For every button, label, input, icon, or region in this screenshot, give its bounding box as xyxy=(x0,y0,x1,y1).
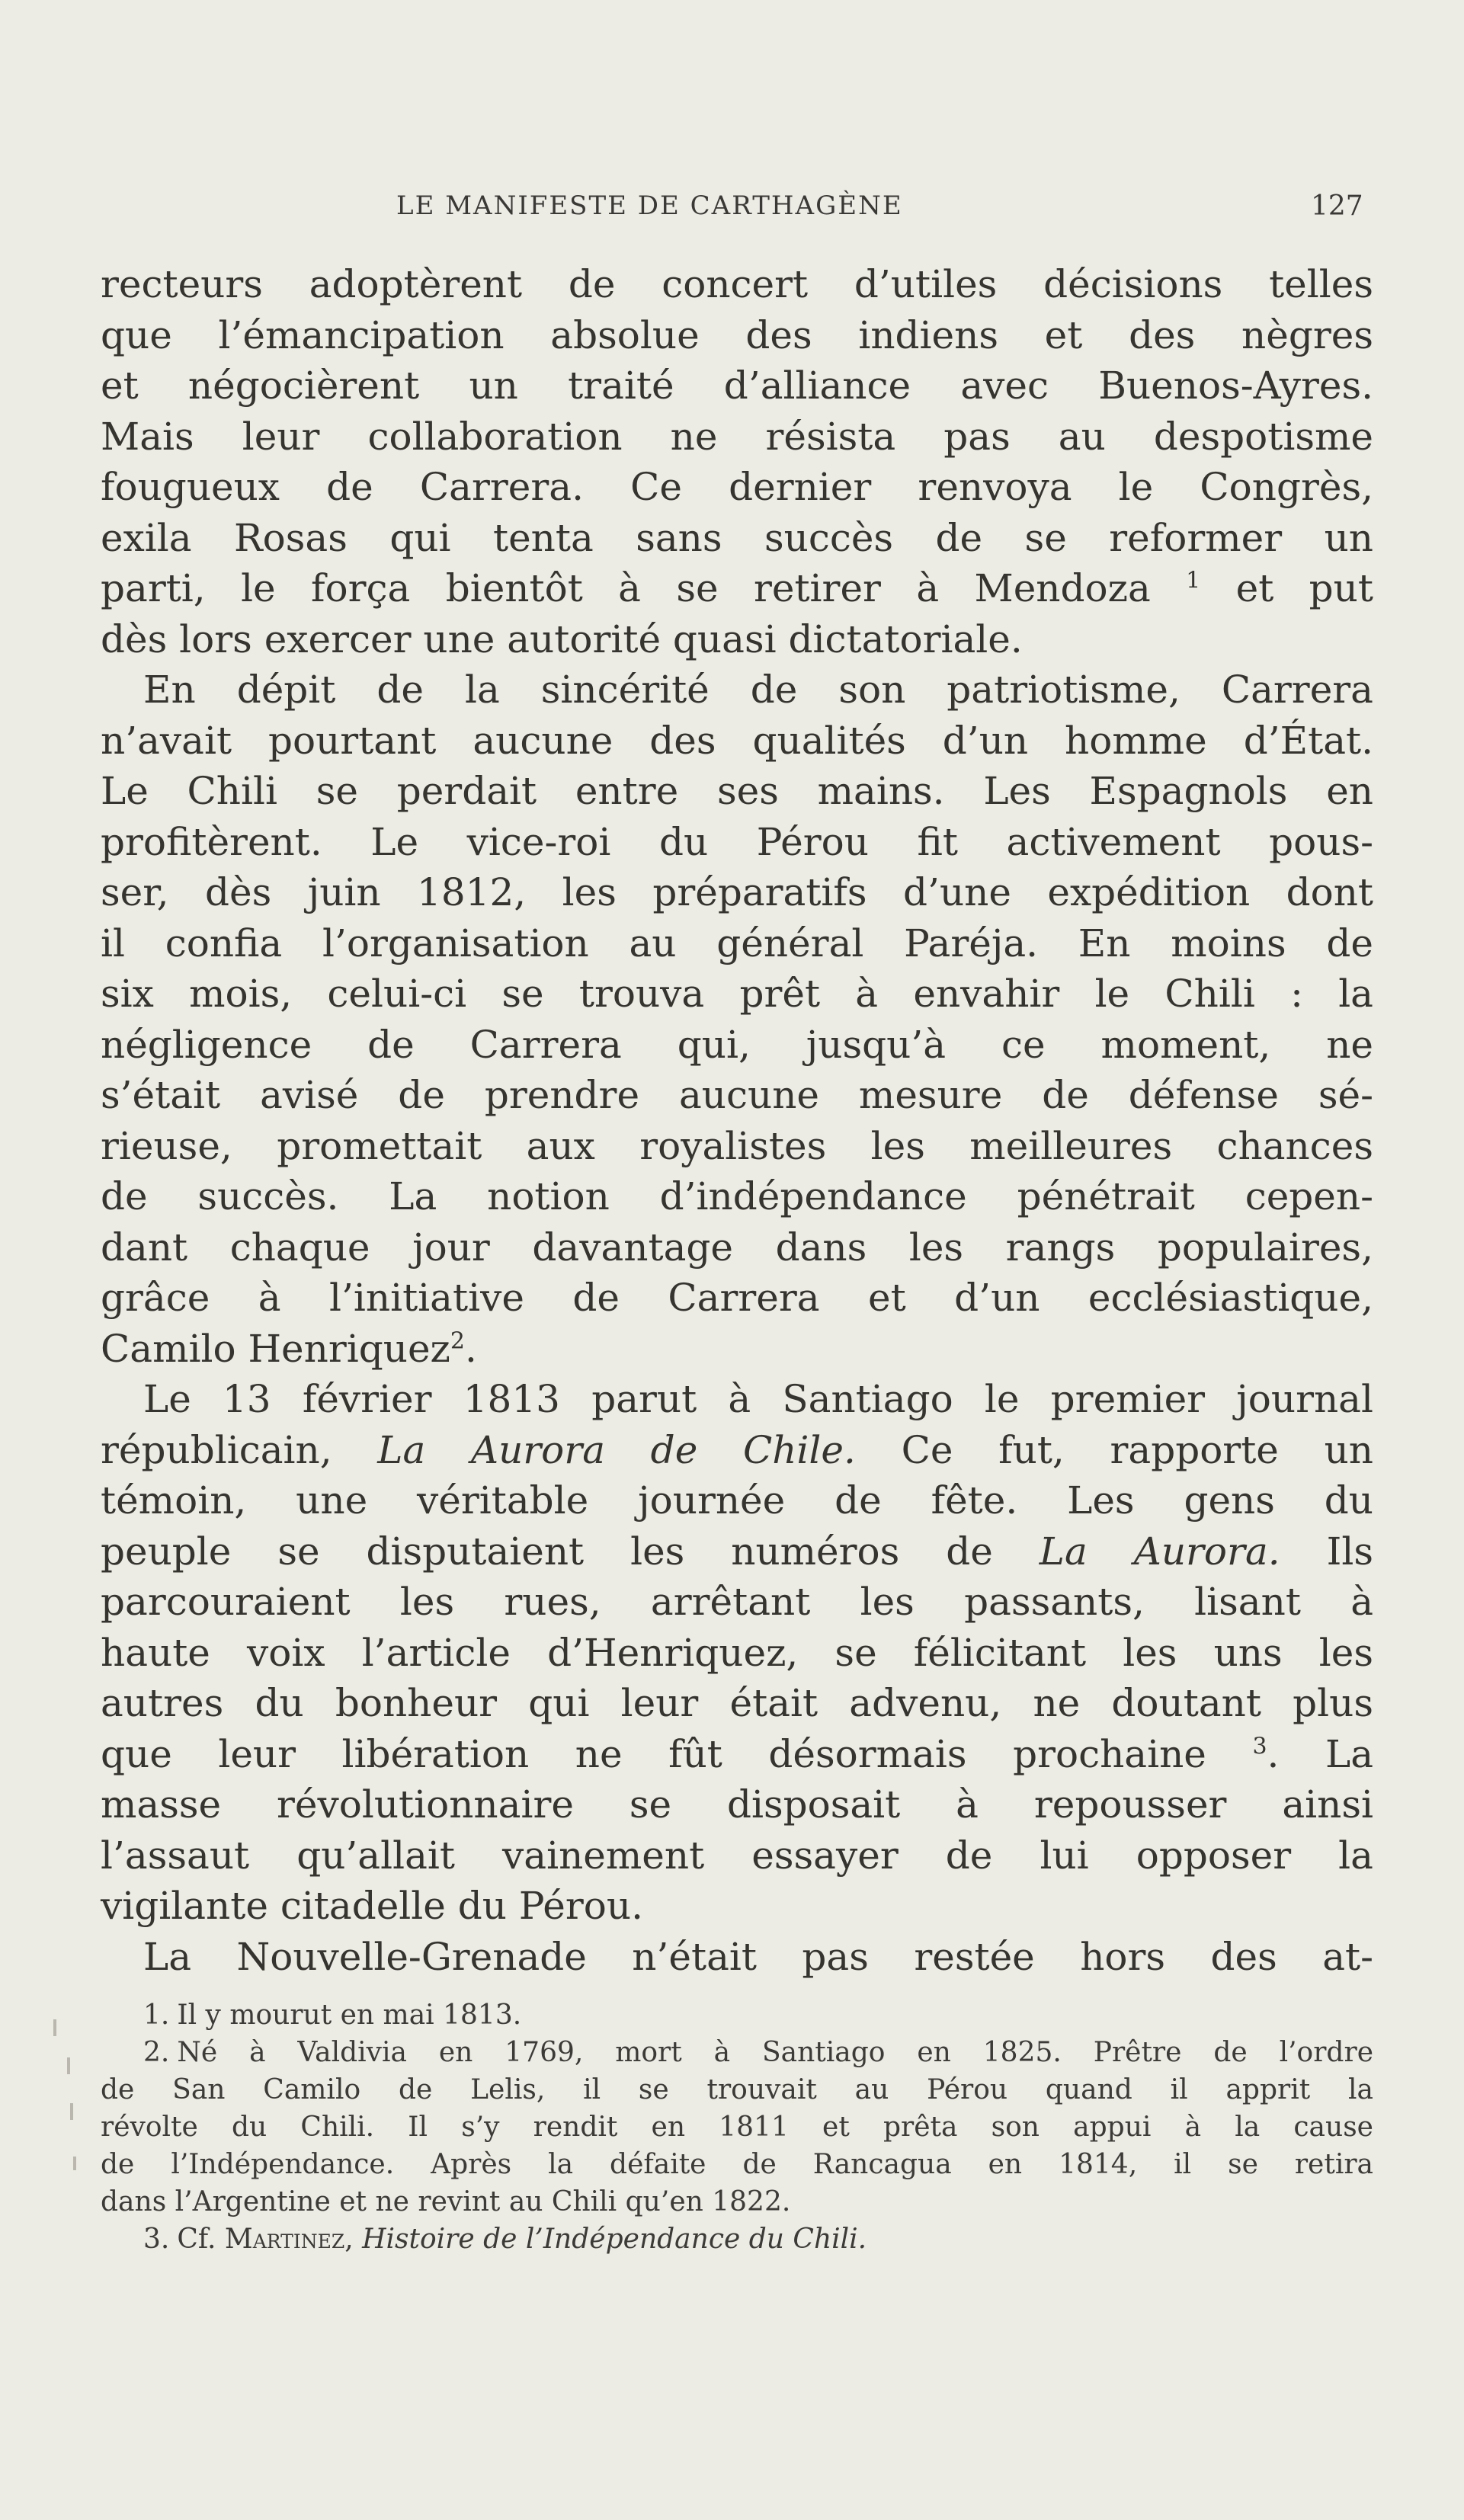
paragraph-start: La Nouvelle-Grenade n’était pas restée hors des at- xyxy=(143,1934,1373,1979)
text-line: l’assaut qu’allait vainement essayer de lui opposer la xyxy=(101,1833,1373,1878)
footnote-continuation: de San Camilo de Lelis, il se trouvait au Pérou quand il apprit la xyxy=(101,2074,1373,2105)
footnote-ref: 1 xyxy=(1186,567,1201,594)
text-line: que l’émancipation absolue des indiens et des nègres xyxy=(101,312,1373,357)
margin-mark xyxy=(67,2057,70,2074)
text-line: autres du bonheur qui leur était advenu, ne doutant plus xyxy=(101,1681,1373,1725)
text-line: Le Chili se perdait entre ses mains. Les Espagnols en xyxy=(101,769,1373,813)
text-line xyxy=(101,563,1373,614)
footnotes xyxy=(101,1996,1373,2258)
text-segment: que leur libération ne fût désormais prochaine xyxy=(101,1731,1206,1776)
footnote-ref: 2 xyxy=(450,1327,465,1354)
footnote xyxy=(101,2034,1373,2071)
text-line xyxy=(101,1324,1373,1375)
footnote-ref: 3 xyxy=(1252,1732,1267,1760)
text-line: négligence de Carrera qui, jusqu’à ce moment, ne xyxy=(101,1022,1373,1067)
footnote-number: 3. xyxy=(143,2224,170,2255)
footnote-number: 1. xyxy=(143,2000,170,2031)
text-segment: La xyxy=(1325,1731,1373,1776)
footnote-continuation: de l’Indépendance. Après la défaite de Rancagua en 1814, il se retira xyxy=(101,2149,1373,2180)
text-line: rieuse, promettait aux royalistes les meilleures chances xyxy=(101,1123,1373,1168)
text-line xyxy=(101,1526,1373,1577)
footnote xyxy=(101,1996,1373,2034)
text-line: grâce à l’initiative de Carrera et d’un ecclésiastique, xyxy=(101,1276,1373,1320)
text-line: profitèrent. Le vice-roi du Pérou fit activement pous- xyxy=(101,819,1373,864)
text-line: dès lors exercer une autorité quasi dictatoriale. xyxy=(101,616,1023,661)
text-segment: Ils xyxy=(1326,1529,1373,1574)
text-line: que leur libération ne fût désormais prochaine $^3$. La xyxy=(101,1731,1373,1776)
footnote-continuation: révolte du Chili. Il s’y rendit en 1811 et prêta son appui à la cause xyxy=(101,2112,1373,2143)
text-segment: parti, le força bientôt à se retirer à Mendoza xyxy=(101,566,1151,610)
paragraph-start: En dépit de la sincérité de son patriotisme, Carrera xyxy=(143,668,1373,712)
text-line: il confia l’organisation au général Paréja. En moins de xyxy=(101,921,1373,965)
text-line: de succès. La notion d’indépendance pénétrait cepen- xyxy=(101,1174,1373,1218)
margin-mark xyxy=(73,2157,76,2170)
text-line: Mais leur collaboration ne résista pas au despotisme xyxy=(101,414,1373,459)
footnote-text: Né à Valdivia en 1769, mort à Santiago en 1825. Prêtre de l’ordre xyxy=(177,2037,1373,2068)
footnote-book-title: Histoire de l’Indépendance du Chili. xyxy=(362,2224,867,2255)
text-line: masse révolutionnaire se disposait à repousser ainsi xyxy=(101,1782,1373,1827)
text-line: parcouraient les rues, arrêtant les passants, lisant à xyxy=(101,1580,1373,1624)
footnote-author: Martinez xyxy=(224,2224,345,2255)
text-line: dant chaque jour davantage dans les rangs populaires, xyxy=(101,1225,1373,1270)
text-line: ser, dès juin 1812, les préparatifs d’une expédition dont xyxy=(101,870,1373,914)
text-line: six mois, celui-ci se trouva prêt à envahir le Chili : la xyxy=(101,972,1373,1016)
text-line: fougueux de Carrera. Ce dernier renvoya le Congrès, xyxy=(101,465,1373,509)
footnote-continuation: dans l’Argentine et ne revint au Chili qu’en 1822. xyxy=(101,2186,791,2217)
text-segment: Ce fut, rapporte un xyxy=(901,1427,1373,1472)
text-line: et négocièrent un traité d’alliance avec Buenos-Ayres. xyxy=(101,363,1373,408)
footnote-text: Il y mourut en mai 1813. xyxy=(177,2000,522,2031)
text-segment: républicain, xyxy=(101,1427,332,1472)
text-line: haute voix l’article d’Henriquez, se félicitant les uns les xyxy=(101,1630,1373,1675)
text-line: n’avait pourtant aucune des qualités d’un homme d’État. xyxy=(101,718,1373,763)
text-line: vigilante citadelle du Pérou. xyxy=(101,1884,643,1928)
margin-mark xyxy=(53,2019,56,2036)
paragraph-start: Le 13 février 1813 parut à Santiago le premier journal xyxy=(143,1377,1373,1421)
margin-mark xyxy=(70,2103,73,2120)
text-line: exila Rosas qui tenta sans succès de se reformer un xyxy=(101,515,1373,560)
text-line: recteurs adoptèrent de concert d’utiles décisions telles xyxy=(101,262,1373,306)
newspaper-title: La Aurora de Chile. xyxy=(377,1427,856,1472)
newspaper-title: La Aurora. xyxy=(1039,1529,1280,1574)
footnote: 3. Cf. Martinez, Histoire de l’Indépendance du Chili. xyxy=(143,2224,867,2255)
text-segment: . xyxy=(464,1326,477,1371)
body-text xyxy=(101,259,1373,1982)
running-head: LE MANIFESTE DE CARTHAGÈNE xyxy=(396,191,903,221)
footnote-text: Cf. xyxy=(177,2224,216,2255)
text-segment: peuple se disputaient les numéros de xyxy=(101,1529,993,1574)
text-segment: et put xyxy=(1235,566,1373,610)
page-number: 127 xyxy=(1311,191,1363,222)
text-line: s’était avisé de prendre aucune mesure de défense sé- xyxy=(101,1073,1373,1117)
footnote-number: 2. xyxy=(143,2037,170,2068)
text-line: témoin, une véritable journée de fête. Les gens du xyxy=(101,1478,1373,1523)
text-segment: Camilo Henriquez xyxy=(101,1326,450,1371)
text-line xyxy=(101,1425,1373,1476)
